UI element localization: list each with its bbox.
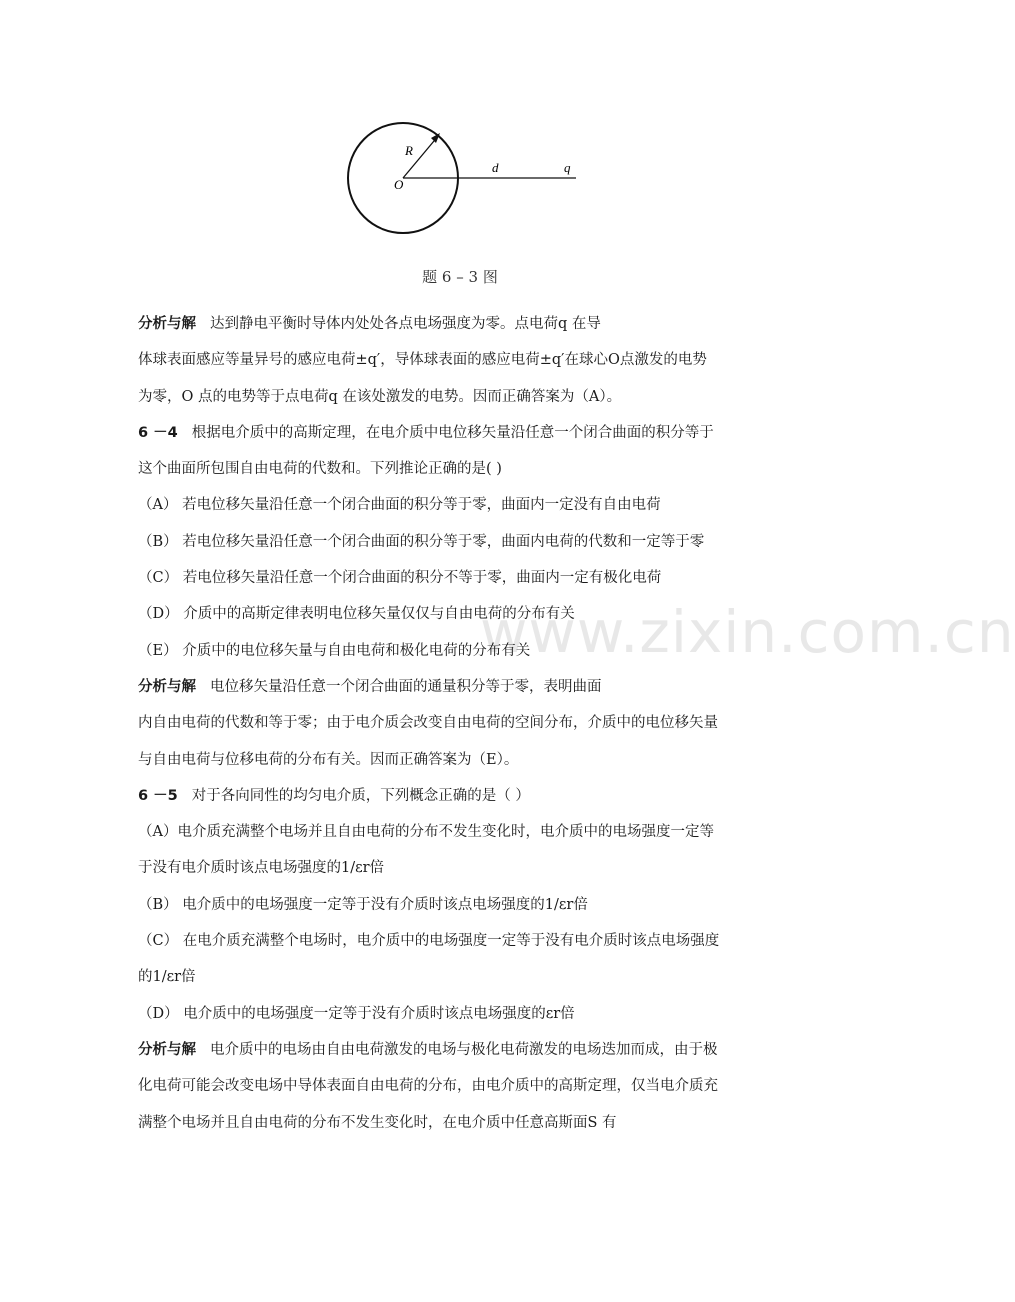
line-text: （C） 若电位移矢量沿任意一个闭合曲面的积分不等于零，曲面内一定有极化电荷	[138, 570, 662, 587]
text-line	[138, 487, 798, 523]
watermark: www.zixin.com.cn	[480, 598, 1015, 666]
text-line	[138, 923, 798, 959]
line-text: 内自由电荷的代数和等于零；由于电介质会改变自由电荷的空间分布，介质中的电位移矢量	[138, 715, 718, 732]
text-line	[138, 850, 798, 886]
text-line	[138, 669, 798, 705]
label-d: d	[492, 160, 499, 175]
text-line	[138, 705, 798, 741]
text-line	[138, 1068, 798, 1104]
line-heading: 6 －5	[138, 787, 178, 804]
line-text: 达到静电平衡时导体内处处各点电场强度为零。点电荷q 在导	[210, 316, 601, 332]
label-R: R	[405, 143, 413, 158]
line-text: （B） 电介质中的电场强度一定等于没有介质时该点电场强度的1/εr倍	[138, 896, 588, 913]
line-text: 根据电介质中的高斯定理，在电介质中电位移矢量沿任意一个闭合曲面的积分等于	[191, 424, 714, 441]
text-line	[138, 596, 798, 632]
text-line	[138, 342, 798, 378]
text-line	[138, 1105, 798, 1141]
text-line	[138, 524, 798, 560]
body-text	[138, 306, 798, 1141]
line-heading: 分析与解	[138, 1041, 196, 1058]
line-text: （D） 电介质中的电场强度一定等于没有介质时该点电场强度的εr倍	[138, 1005, 575, 1022]
text-line	[138, 959, 798, 995]
line-text: 电介质中的电场由自由电荷激发的电场与极化电荷激发的电场迭加而成，由于极	[210, 1041, 718, 1058]
label-q: q	[564, 160, 571, 175]
text-line	[138, 306, 798, 342]
sphere-charge-diagram	[330, 115, 590, 245]
text-line	[138, 451, 798, 487]
line-text: （E） 介质中的电位移矢量与自由电荷和极化电荷的分布有关	[138, 642, 531, 659]
label-O: O	[394, 177, 404, 192]
text-line	[138, 379, 798, 415]
line-text: （A） 若电位移矢量沿任意一个闭合曲面的积分等于零，曲面内一定没有自由电荷	[138, 497, 661, 514]
text-line	[138, 1032, 798, 1068]
text-line	[138, 633, 798, 669]
line-text: 这个曲面所包围自由电荷的代数和。下列推论正确的是( )	[138, 461, 502, 478]
line-text: 的1/εr倍	[138, 969, 196, 986]
line-text: 体球表面感应等量异号的感应电荷±q′，导体球表面的感应电荷±q′在球心O点激发的电势	[138, 352, 707, 369]
line-heading: 分析与解	[138, 678, 196, 695]
text-line	[138, 415, 798, 451]
line-text: 电位移矢量沿任意一个闭合曲面的通量积分等于零，表明曲面	[210, 678, 602, 695]
text-line	[138, 887, 798, 923]
line-text: 满整个电场并且自由电荷的分布不发生变化时，在电介质中任意高斯面S 有	[138, 1114, 617, 1131]
line-heading: 6 －4	[138, 424, 178, 441]
text-line	[138, 778, 798, 814]
figure-caption: 题 6 – 3 图	[422, 268, 498, 286]
line-heading: 分析与解	[138, 316, 196, 332]
line-text: （C） 在电介质充满整个电场时，电介质中的电场强度一定等于没有电介质时该点电场强度	[138, 933, 720, 950]
line-text: 为零，O 点的电势等于点电荷q 在该处激发的电势。因而正确答案为（A）。	[138, 388, 622, 405]
line-text: （B） 若电位移矢量沿任意一个闭合曲面的积分等于零，曲面内电荷的代数和一定等于零	[138, 533, 705, 550]
line-text: （A）电介质充满整个电场并且自由电荷的分布不发生变化时，电介质中的电场强度一定等	[138, 824, 714, 841]
text-line	[138, 996, 798, 1032]
line-text: 于没有电介质时该点电场强度的1/εr倍	[138, 860, 385, 877]
line-text: 与自由电荷与位移电荷的分布有关。因而正确答案为（E）。	[138, 751, 519, 768]
text-line	[138, 560, 798, 596]
line-text: 化电荷可能会改变电场中导体表面自由电荷的分布，由电介质中的高斯定理，仅当电介质充	[138, 1078, 718, 1095]
text-line	[138, 742, 798, 778]
text-line	[138, 814, 798, 850]
line-text: （D） 介质中的高斯定律表明电位移矢量仅仅与自由电荷的分布有关	[138, 606, 575, 623]
line-text: 对于各向同性的均匀电介质，下列概念正确的是（ ）	[191, 787, 530, 804]
